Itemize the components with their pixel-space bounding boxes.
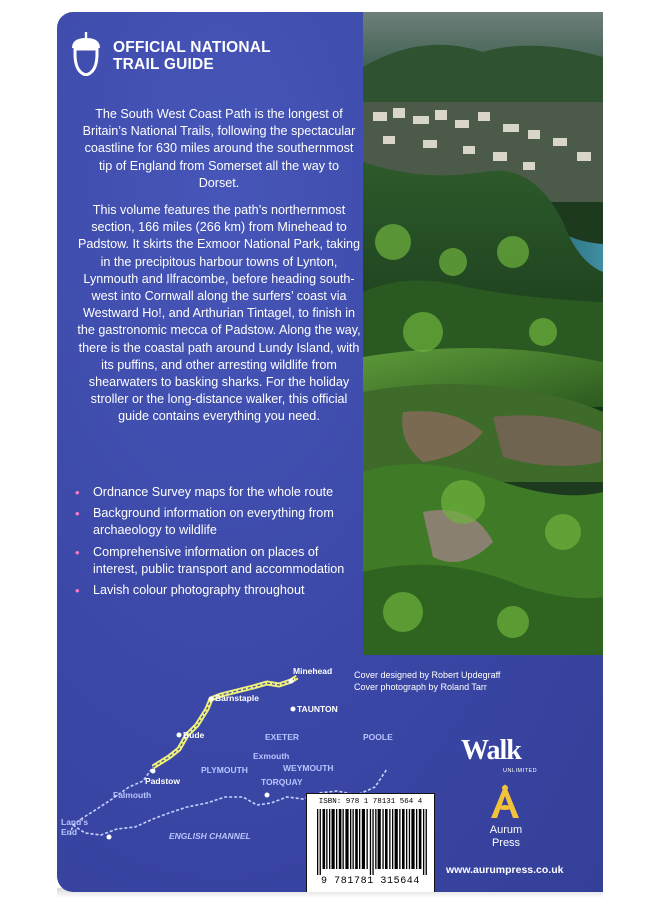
feature-text: Background information on everything from archaeology to wildlife [93,506,334,538]
bullet-icon: • [75,544,80,560]
acorn-icon [69,32,103,76]
map-dot [289,679,294,684]
map-label-exmouth: Exmouth [253,751,290,761]
cover-photograph [363,12,603,655]
isbn-text: ISBN: 978 1 78131 564 4 [318,798,423,806]
barcode-icon [317,809,427,875]
series-title-line1: OFFICIAL NATIONAL [113,39,271,56]
map-label-end: End [61,827,78,837]
barcode-number: 9 781781 315644 [320,876,420,887]
aurum-line1: Aurum [489,824,523,836]
map-label-exeter: EXETER [265,732,300,742]
map-label-minehead: Minehead [293,666,333,676]
map-label-taunton: TAUNTON [297,704,338,714]
blurb-paragraph-2: This volume features the path’s northernmost section, 166 miles (266 km) from Minehead to Padstow. It skirts the Exmoor National Park, taking in the precipitous harbour towns of Lynton, Lynmouth and Ilfracombe, before heading south-west into Cornwall along the surfers’ coast via Westward Ho!, and Arthurian Tintagel, to finish in the gastronomic mecca of Padstow. Along the way, there is the coastal path around Lundy Island, with its puffins, and other arresting wildlife from shearwaters to basking sharks. For the holiday stroller or the long-distance walker, this official guide contains everything you need. [77,203,361,424]
blurb-paragraph-1: The South West Coast Path is the longest of Britain’s National Trails, following the spectacular coastline for 630 miles around the southernmost tip of England from Somerset all the way to Dorset. [82,107,356,190]
design-credit: Cover designed by Robert Updegraff [354,670,501,680]
bullet-icon: • [75,583,80,599]
photo-credit: Cover photograph by Roland Tarr [354,682,487,692]
map-label-barnstaple: Barnstaple [215,693,259,703]
publisher-website: www.aurumpress.co.uk [446,864,564,876]
aurum-line2: Press [491,837,521,849]
feature-item [75,484,365,501]
feature-item [75,505,365,539]
feature-text: Comprehensive information on places of interest, public transport and accommodation [93,544,345,576]
map-dot [209,697,214,702]
book-back-cover [57,12,603,892]
map-label-lands: Land's [61,817,89,827]
aurum-press-logo-icon [487,782,523,820]
map-label-poole: POOLE [363,732,393,742]
feature-text: Lavish colour photography throughout [93,583,305,598]
feature-item [75,544,365,578]
feature-item [75,582,365,599]
feature-text: Ordnance Survey maps for the whole route [93,485,334,499]
series-title [113,39,271,73]
map-dot [151,769,156,774]
map-label-bude: Bude [183,730,205,740]
bullet-icon: • [75,485,80,500]
map-label-weymouth: WEYMOUTH [283,763,334,773]
blurb [77,106,361,436]
map-dot [177,733,182,738]
map-dot [107,835,112,840]
map-label-torquay: TORQUAY [261,777,303,787]
map-label-channel: ENGLISH CHANNEL [169,831,251,841]
map-label-padstow: Padstow [145,776,180,786]
barcode-panel [306,793,435,892]
feature-list [75,484,365,603]
map-dot [291,707,296,712]
map-label-plymouth: PLYMOUTH [201,765,248,775]
aurum-press-name [485,824,527,850]
map-dot [265,793,270,798]
series-title-line2: TRAIL GUIDE [113,56,214,73]
walk-unlimited-logo: Walk [461,735,521,766]
map-label-falmouth: Falmouth [113,790,152,800]
walk-unlimited-subtitle: UNLIMITED [503,768,538,774]
bullet-icon: • [75,506,80,522]
